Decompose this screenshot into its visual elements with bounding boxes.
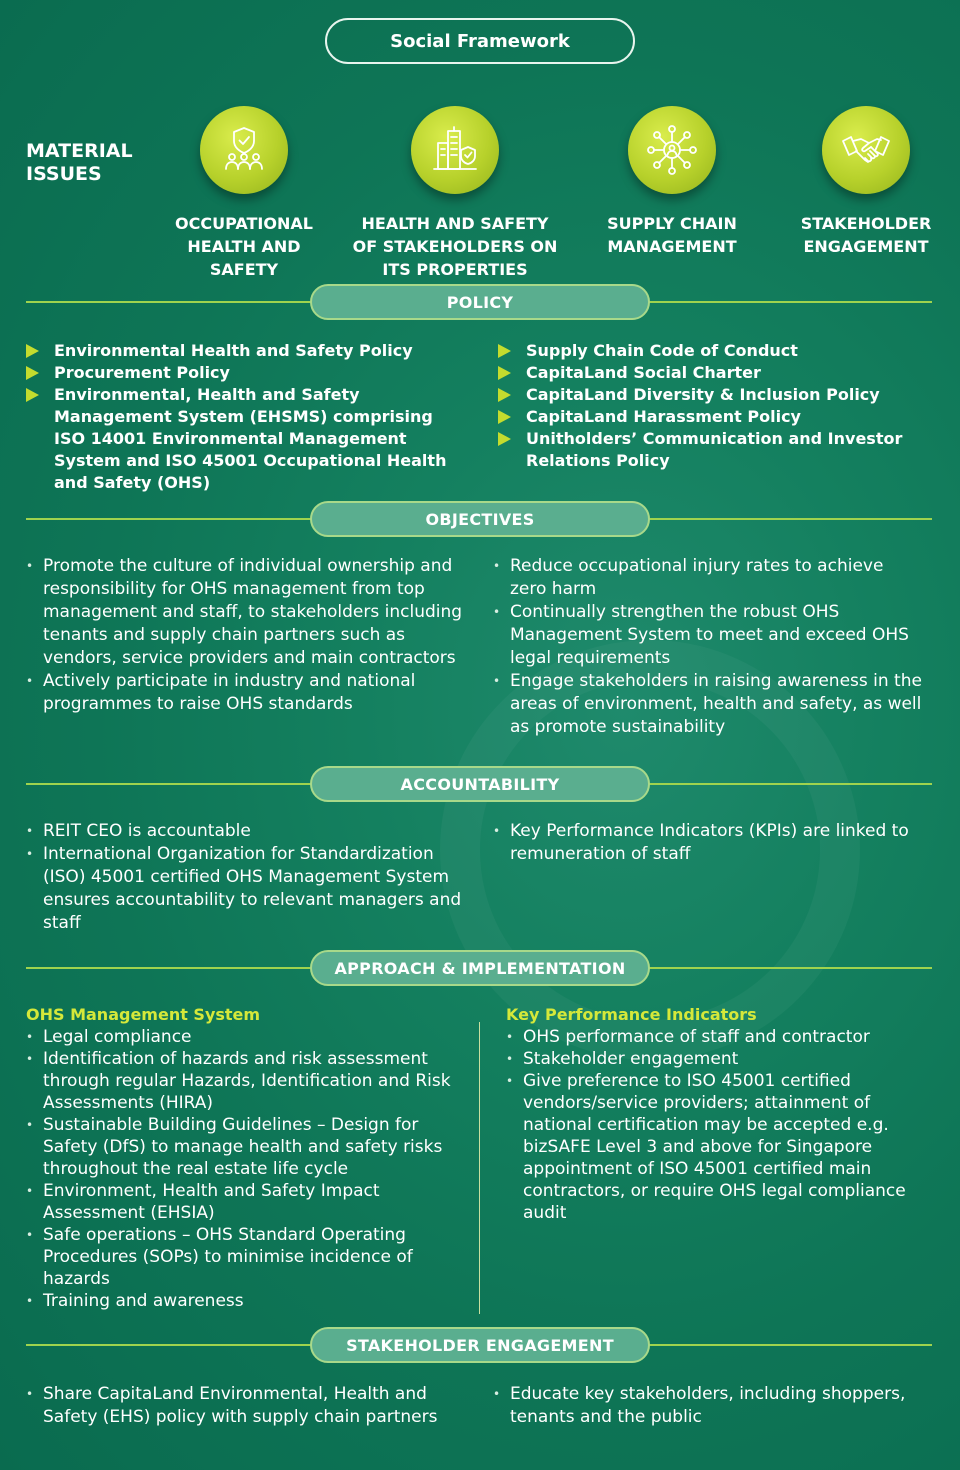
ohs-management-title: OHS Management System [26, 1005, 261, 1024]
issue-title: HEALTH AND SAFETY OF STAKEHOLDERS ON ITS PROPERTIES [352, 214, 558, 279]
ohs-item: • Training and awareness [26, 1290, 466, 1312]
accountability-item: • REIT CEO is accountable [26, 820, 466, 843]
policy-list-right [498, 340, 918, 472]
buildings-shield-icon [411, 106, 499, 194]
material-issues-label: MATERIAL ISSUES [26, 140, 133, 185]
section-approach: APPROACH & IMPLEMENTATION [310, 950, 650, 986]
issue-title: OCCUPATIONAL HEALTH AND SAFETY [175, 214, 313, 279]
column-divider [479, 1022, 480, 1314]
policy-item: Supply Chain Code of Conduct [498, 340, 918, 362]
objective-item: • Actively participate in industry and national programmes to raise OHS standards [26, 670, 466, 716]
section-accountability: ACCOUNTABILITY [310, 766, 650, 802]
network-person-icon [628, 106, 716, 194]
accountability-list-left [26, 820, 466, 935]
ohs-column [26, 1004, 466, 1312]
ohs-item: • Safe operations – OHS Standard Operating Procedures (SOPs) to minimise incidence of hazards [26, 1224, 466, 1290]
policy-item: Environmental, Health and Safety Management System (EHSMS) comprising ISO 14001 Environmental Management System and ISO 45001 Occupational Health and Safety (OHS) [26, 384, 458, 494]
ohs-item: • Identification of hazards and risk assessment through regular Hazards, Identification and Risk Assessments (HIRA) [26, 1048, 466, 1114]
policy-item: CapitaLand Social Charter [498, 362, 918, 384]
stakeholder-list-left [26, 1383, 472, 1429]
ohs-item: • Legal compliance [26, 1026, 466, 1048]
stakeholder-item: • Share CapitaLand Environmental, Health and Safety (EHS) policy with supply chain partners [26, 1383, 472, 1429]
issue-occupational-health [158, 106, 330, 281]
policy-item: Unitholders’ Communication and Investor Relations Policy [498, 428, 918, 472]
section-objectives: OBJECTIVES [310, 501, 650, 537]
ohs-item: • Environment, Health and Safety Impact Assessment (EHSIA) [26, 1180, 466, 1224]
accountability-item: • Key Performance Indicators (KPIs) are linked to remuneration of staff [493, 820, 925, 866]
kpi-list [506, 1026, 932, 1224]
issue-stakeholder-engagement [788, 106, 944, 258]
kpi-column [506, 1004, 932, 1224]
framework-title: Social Framework [325, 18, 635, 64]
accountability-item: • International Organization for Standardization (ISO) 45001 certified OHS Management System ensures accountability to relevant managers and staff [26, 843, 466, 935]
issue-title: STAKEHOLDER ENGAGEMENT [800, 214, 932, 256]
issue-title: SUPPLY CHAIN MANAGEMENT [607, 214, 737, 256]
objective-item: • Promote the culture of individual ownership and responsibility for OHS management from top management and staff, to stakeholders including tenants and supply chain partners such as vendors, service providers and main contractors [26, 555, 466, 670]
objectives-list-right [493, 555, 925, 739]
kpi-item: • Stakeholder engagement [506, 1048, 932, 1070]
shield-people-icon [200, 106, 288, 194]
issue-supply-chain [592, 106, 752, 258]
kpi-item: • Give preference to ISO 45001 certified vendors/service providers; attainment of national certification may be accepted e.g. bizSAFE Level 3 and above for Singapore appointment of ISO 45001 certified main contractors, or require OHS legal compliance audit [506, 1070, 932, 1224]
objective-item: • Continually strengthen the robust OHS Management System to meet and exceed OHS legal requirements [493, 601, 925, 670]
kpi-item: • OHS performance of staff and contractor [506, 1026, 932, 1048]
issue-stakeholder-health [343, 106, 567, 281]
policy-list-left [26, 340, 458, 494]
policy-item: CapitaLand Diversity & Inclusion Policy [498, 384, 918, 406]
section-policy: POLICY [310, 284, 650, 320]
accountability-list-right [493, 820, 925, 866]
policy-item: CapitaLand Harassment Policy [498, 406, 918, 428]
policy-item: Environmental Health and Safety Policy [26, 340, 458, 362]
stakeholder-list-right [493, 1383, 925, 1429]
objective-item: • Engage stakeholders in raising awareness in the areas of environment, health and safety, as well as promote sustainability [493, 670, 925, 739]
ohs-item: • Sustainable Building Guidelines – Design for Safety (DfS) to manage health and safety risks throughout the real estate life cycle [26, 1114, 466, 1180]
objective-item: • Reduce occupational injury rates to achieve zero harm [493, 555, 925, 601]
stakeholder-item: • Educate key stakeholders, including shoppers, tenants and the public [493, 1383, 925, 1429]
handshake-icon [822, 106, 910, 194]
ohs-list [26, 1026, 466, 1312]
section-stakeholder-engagement: STAKEHOLDER ENGAGEMENT [310, 1327, 650, 1363]
policy-item: Procurement Policy [26, 362, 458, 384]
kpi-title: Key Performance Indicators [506, 1005, 757, 1024]
objectives-list-left [26, 555, 466, 716]
